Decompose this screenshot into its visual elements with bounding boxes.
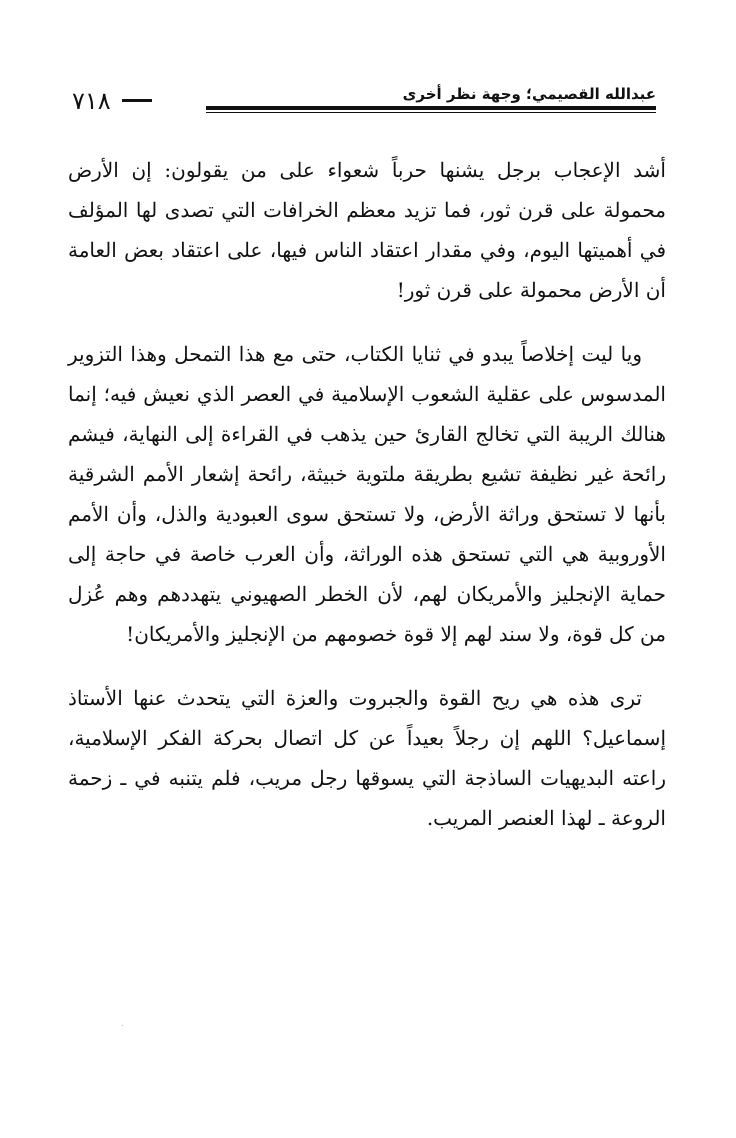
scan-speck [122, 1025, 123, 1026]
page-number: ٧١٨ [72, 87, 111, 115]
paragraph-2: ويا ليت إخلاصاً يبدو في ثنايا الكتاب، حتى مع هذا التمحل وهذا التزوير المدسوس على عقلية الشعوب الإسلامية في العصر الذي نعيش فيه؛ إنما هنالك الريبة التي تخالج القارئ حين يذهب في القراءة إلى النهاية، فيشم رائحة غير نظيفة تشيع بطريقة ملتوية خبيثة، رائحة إشعار الأمم الشرقية بأنها لا تستحق وراثة الأرض، ولا تستحق سوى العبودية والذل، وأن الأمم الأوروبية هي التي تستحق هذه الوراثة، وأن العرب خاصة في حاجة إلى حماية الإنجليز والأمريكان لهم، لأن الخطر الصهيوني يتهددهم وهم عُزل من كل قوة، ولا سند لهم إلا قوة خصومهم من الإنجليز والأمريكان! [68, 342, 666, 646]
running-title: عبدالله القصيمي؛ وجهة نظر أخرى [402, 85, 656, 103]
header-rule-thick [206, 106, 656, 110]
paragraph-3: ترى هذه هي ريح القوة والجبروت والعزة التي يتحدث عنها الأستاذ إسماعيل؟ اللهم إن رجلاً بعيداً عن كل اتصال بحركة الفكر الإسلامية، راعته البديهيات الساذجة التي يسوقها رجل مريب، فلم يتنبه في ـ زحمة الروعة ـ لهذا العنصر المريب. [68, 686, 666, 830]
paragraph-1: أشد الإعجاب برجل يشنها حرباً شعواء على من يقولون: إن الأرض محمولة على قرن ثور، فما تزيد معظم الخرافات التي تصدى لها المؤلف في أهميتها اليوم، وفي مقدار اعتقاد الناس فيها، على اعتقاد بعض العامة أن الأرض محمولة على قرن ثور! [68, 158, 666, 302]
header-rule-thin [206, 112, 656, 113]
page-header [70, 84, 656, 124]
page-number-dash [122, 99, 152, 102]
page-body [68, 150, 666, 862]
